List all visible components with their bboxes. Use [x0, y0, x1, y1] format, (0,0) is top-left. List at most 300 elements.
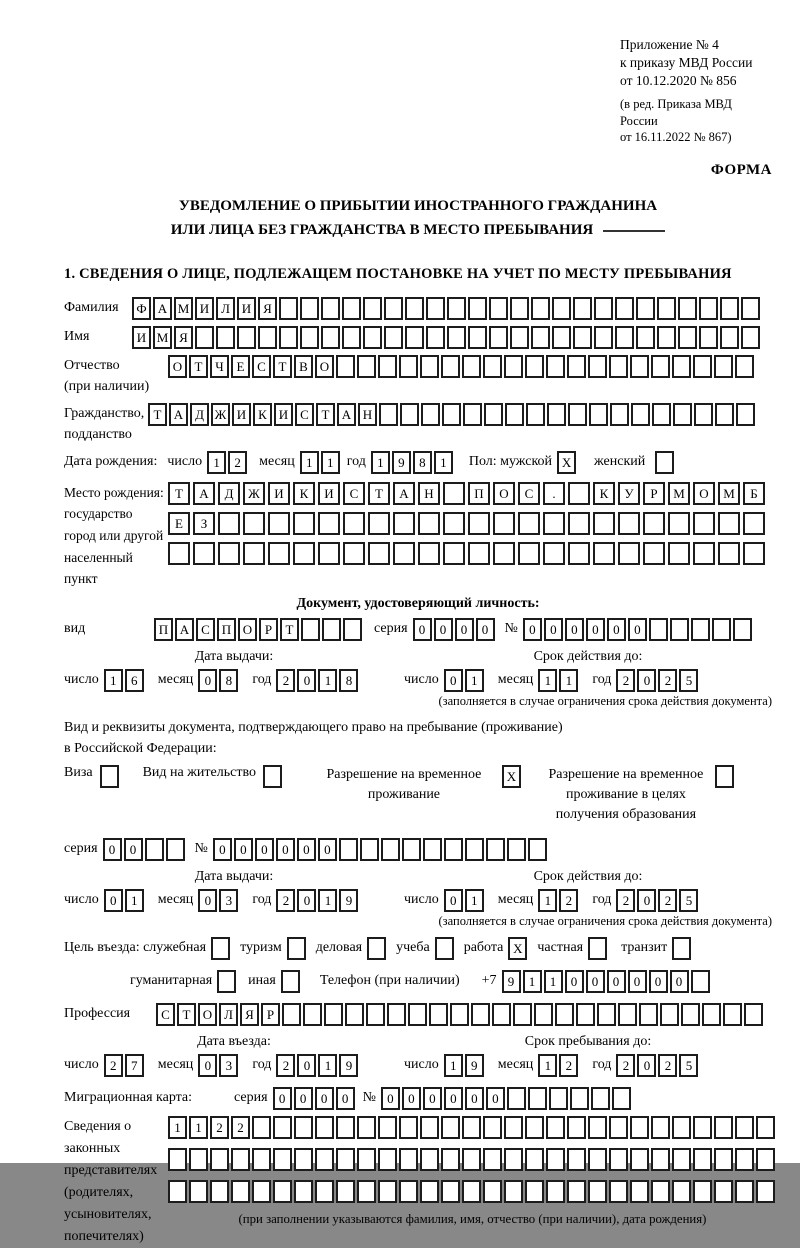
- char-cell[interactable]: 9: [392, 451, 411, 474]
- char-cell[interactable]: 0: [213, 838, 232, 861]
- char-cell[interactable]: П: [154, 618, 173, 641]
- char-cell[interactable]: [567, 1148, 586, 1171]
- char-cell[interactable]: [733, 618, 752, 641]
- char-cell[interactable]: [630, 1116, 649, 1139]
- char-cell[interactable]: [441, 1116, 460, 1139]
- char-cell[interactable]: [217, 970, 236, 993]
- citizenship-cells[interactable]: [148, 403, 757, 426]
- char-cell[interactable]: [279, 297, 298, 320]
- char-cell[interactable]: 3: [219, 1054, 238, 1077]
- char-cell[interactable]: Т: [177, 1003, 196, 1026]
- char-cell[interactable]: [657, 297, 676, 320]
- char-cell[interactable]: [568, 403, 587, 426]
- char-cell[interactable]: [651, 355, 670, 378]
- char-cell[interactable]: 8: [413, 451, 432, 474]
- char-cell[interactable]: [168, 1148, 187, 1171]
- char-cell[interactable]: [594, 297, 613, 320]
- char-cell[interactable]: [336, 1180, 355, 1203]
- char-cell[interactable]: 9: [339, 1054, 358, 1077]
- char-cell[interactable]: 0: [315, 1087, 334, 1110]
- char-cell[interactable]: [420, 1148, 439, 1171]
- char-cell[interactable]: [670, 618, 689, 641]
- char-cell[interactable]: [651, 1180, 670, 1203]
- char-cell[interactable]: 0: [276, 838, 295, 861]
- char-cell[interactable]: [531, 297, 550, 320]
- char-cell[interactable]: 2: [658, 889, 677, 912]
- char-cell[interactable]: [573, 326, 592, 349]
- char-cell[interactable]: 0: [273, 1087, 292, 1110]
- char-cell[interactable]: [743, 542, 765, 565]
- entry-month-cells[interactable]: [198, 1054, 240, 1077]
- char-cell[interactable]: [368, 512, 390, 535]
- char-cell[interactable]: [699, 297, 718, 320]
- char-cell[interactable]: [360, 838, 379, 861]
- char-cell[interactable]: К: [293, 482, 315, 505]
- char-cell[interactable]: [166, 838, 185, 861]
- char-cell[interactable]: М: [174, 297, 193, 320]
- char-cell[interactable]: [651, 1148, 670, 1171]
- char-cell[interactable]: 0: [628, 618, 647, 641]
- char-cell[interactable]: 2: [559, 1054, 578, 1077]
- char-cell[interactable]: [714, 1148, 733, 1171]
- char-cell[interactable]: [691, 970, 710, 993]
- char-cell[interactable]: [231, 1180, 250, 1203]
- char-cell[interactable]: [756, 1116, 775, 1139]
- char-cell[interactable]: 0: [413, 618, 432, 641]
- char-cell[interactable]: 5: [679, 889, 698, 912]
- char-cell[interactable]: Я: [258, 297, 277, 320]
- char-cell[interactable]: [693, 1148, 712, 1171]
- char-cell[interactable]: 0: [586, 618, 605, 641]
- char-cell[interactable]: [231, 1148, 250, 1171]
- char-cell[interactable]: [336, 1148, 355, 1171]
- char-cell[interactable]: [357, 1180, 376, 1203]
- char-cell[interactable]: [693, 355, 712, 378]
- permit-issue-month-cells[interactable]: [198, 889, 240, 912]
- char-cell[interactable]: 9: [502, 970, 521, 993]
- char-cell[interactable]: [636, 297, 655, 320]
- char-cell[interactable]: О: [693, 482, 715, 505]
- char-cell[interactable]: [570, 1087, 589, 1110]
- char-cell[interactable]: [510, 297, 529, 320]
- char-cell[interactable]: [699, 326, 718, 349]
- char-cell[interactable]: [643, 542, 665, 565]
- char-cell[interactable]: 2: [658, 1054, 677, 1077]
- char-cell[interactable]: Ф: [132, 297, 151, 320]
- char-cell[interactable]: [342, 297, 361, 320]
- char-cell[interactable]: 2: [276, 669, 295, 692]
- char-cell[interactable]: П: [217, 618, 236, 641]
- char-cell[interactable]: [655, 451, 674, 474]
- id-number-cells[interactable]: [523, 618, 754, 641]
- char-cell[interactable]: М: [718, 482, 740, 505]
- char-cell[interactable]: [363, 297, 382, 320]
- char-cell[interactable]: [744, 1003, 763, 1026]
- char-cell[interactable]: И: [132, 326, 151, 349]
- char-cell[interactable]: [546, 355, 565, 378]
- char-cell[interactable]: [507, 838, 526, 861]
- char-cell[interactable]: [324, 1003, 343, 1026]
- purpose-private-checkbox[interactable]: [588, 937, 609, 960]
- char-cell[interactable]: [400, 403, 419, 426]
- char-cell[interactable]: 0: [423, 1087, 442, 1110]
- char-cell[interactable]: Т: [168, 482, 190, 505]
- char-cell[interactable]: [441, 355, 460, 378]
- char-cell[interactable]: [672, 1116, 691, 1139]
- char-cell[interactable]: И: [195, 297, 214, 320]
- char-cell[interactable]: [258, 326, 277, 349]
- char-cell[interactable]: К: [593, 482, 615, 505]
- char-cell[interactable]: С: [196, 618, 215, 641]
- char-cell[interactable]: [720, 297, 739, 320]
- char-cell[interactable]: [444, 838, 463, 861]
- char-cell[interactable]: [525, 1116, 544, 1139]
- birth-day-cells[interactable]: [207, 451, 249, 474]
- char-cell[interactable]: Я: [174, 326, 193, 349]
- char-cell[interactable]: А: [175, 618, 194, 641]
- char-cell[interactable]: 2: [228, 451, 247, 474]
- char-cell[interactable]: 1: [444, 1054, 463, 1077]
- char-cell[interactable]: 0: [434, 618, 453, 641]
- char-cell[interactable]: [168, 542, 190, 565]
- char-cell[interactable]: [315, 1148, 334, 1171]
- char-cell[interactable]: X: [502, 765, 521, 788]
- char-cell[interactable]: [486, 838, 505, 861]
- char-cell[interactable]: Е: [231, 355, 250, 378]
- char-cell[interactable]: 0: [523, 618, 542, 641]
- char-cell[interactable]: [594, 326, 613, 349]
- temp-residence-checkbox[interactable]: [502, 765, 523, 788]
- char-cell[interactable]: 1: [207, 451, 226, 474]
- char-cell[interactable]: Т: [368, 482, 390, 505]
- char-cell[interactable]: 0: [294, 1087, 313, 1110]
- char-cell[interactable]: [443, 542, 465, 565]
- char-cell[interactable]: [612, 1087, 631, 1110]
- char-cell[interactable]: [492, 1003, 511, 1026]
- char-cell[interactable]: [597, 1003, 616, 1026]
- char-cell[interactable]: 0: [124, 838, 143, 861]
- char-cell[interactable]: 0: [607, 618, 626, 641]
- char-cell[interactable]: 0: [402, 1087, 421, 1110]
- char-cell[interactable]: [568, 482, 590, 505]
- char-cell[interactable]: П: [468, 482, 490, 505]
- char-cell[interactable]: [426, 326, 445, 349]
- char-cell[interactable]: [100, 765, 119, 788]
- char-cell[interactable]: [504, 1116, 523, 1139]
- permit-valid-day-cells[interactable]: [444, 889, 486, 912]
- char-cell[interactable]: 0: [198, 889, 217, 912]
- char-cell[interactable]: [318, 542, 340, 565]
- char-cell[interactable]: 0: [104, 889, 123, 912]
- char-cell[interactable]: [589, 403, 608, 426]
- char-cell[interactable]: [384, 297, 403, 320]
- char-cell[interactable]: М: [153, 326, 172, 349]
- purpose-work-checkbox[interactable]: [508, 937, 529, 960]
- char-cell[interactable]: [405, 326, 424, 349]
- char-cell[interactable]: О: [315, 355, 334, 378]
- char-cell[interactable]: 0: [297, 838, 316, 861]
- char-cell[interactable]: 2: [559, 889, 578, 912]
- id-valid-year-cells[interactable]: [616, 669, 700, 692]
- char-cell[interactable]: [678, 326, 697, 349]
- char-cell[interactable]: 0: [628, 970, 647, 993]
- char-cell[interactable]: [609, 355, 628, 378]
- stay-year-cells[interactable]: [616, 1054, 700, 1077]
- profession-cells[interactable]: [156, 1003, 765, 1026]
- surname-cells[interactable]: [132, 297, 762, 320]
- char-cell[interactable]: [420, 355, 439, 378]
- char-cell[interactable]: [378, 355, 397, 378]
- doc-type-cells[interactable]: [154, 618, 364, 641]
- char-cell[interactable]: О: [493, 482, 515, 505]
- permit-valid-year-cells[interactable]: [616, 889, 700, 912]
- char-cell[interactable]: [339, 838, 358, 861]
- char-cell[interactable]: [462, 1148, 481, 1171]
- char-cell[interactable]: [408, 1003, 427, 1026]
- char-cell[interactable]: 1: [371, 451, 390, 474]
- permit-series-cells[interactable]: [103, 838, 187, 861]
- char-cell[interactable]: [336, 355, 355, 378]
- char-cell[interactable]: З: [193, 512, 215, 535]
- char-cell[interactable]: О: [198, 1003, 217, 1026]
- char-cell[interactable]: Е: [168, 512, 190, 535]
- char-cell[interactable]: 5: [679, 669, 698, 692]
- char-cell[interactable]: [513, 1003, 532, 1026]
- char-cell[interactable]: [735, 1148, 754, 1171]
- char-cell[interactable]: [609, 1148, 628, 1171]
- char-cell[interactable]: [357, 1148, 376, 1171]
- char-cell[interactable]: 8: [219, 669, 238, 692]
- char-cell[interactable]: У: [618, 482, 640, 505]
- char-cell[interactable]: [735, 1116, 754, 1139]
- char-cell[interactable]: 0: [318, 838, 337, 861]
- temp-residence-edu-checkbox[interactable]: [715, 765, 736, 788]
- char-cell[interactable]: Д: [190, 403, 209, 426]
- char-cell[interactable]: 1: [318, 1054, 337, 1077]
- char-cell[interactable]: [735, 1180, 754, 1203]
- char-cell[interactable]: [471, 1003, 490, 1026]
- char-cell[interactable]: Л: [216, 297, 235, 320]
- char-cell[interactable]: Т: [273, 355, 292, 378]
- char-cell[interactable]: А: [393, 482, 415, 505]
- char-cell[interactable]: 0: [565, 970, 584, 993]
- char-cell[interactable]: 2: [616, 889, 635, 912]
- char-cell[interactable]: [268, 542, 290, 565]
- char-cell[interactable]: 7: [125, 1054, 144, 1077]
- char-cell[interactable]: [483, 355, 502, 378]
- char-cell[interactable]: 2: [210, 1116, 229, 1139]
- char-cell[interactable]: 0: [455, 618, 474, 641]
- char-cell[interactable]: 0: [544, 618, 563, 641]
- char-cell[interactable]: [252, 1116, 271, 1139]
- char-cell[interactable]: Р: [261, 1003, 280, 1026]
- char-cell[interactable]: [447, 297, 466, 320]
- char-cell[interactable]: [636, 326, 655, 349]
- char-cell[interactable]: [145, 838, 164, 861]
- patronymic-cells[interactable]: [168, 355, 756, 378]
- char-cell[interactable]: [630, 1148, 649, 1171]
- char-cell[interactable]: [294, 1180, 313, 1203]
- stay-day-cells[interactable]: [444, 1054, 486, 1077]
- char-cell[interactable]: Я: [240, 1003, 259, 1026]
- char-cell[interactable]: [649, 618, 668, 641]
- char-cell[interactable]: [273, 1180, 292, 1203]
- char-cell[interactable]: [518, 542, 540, 565]
- char-cell[interactable]: 2: [616, 669, 635, 692]
- char-cell[interactable]: [252, 1148, 271, 1171]
- id-issue-day-cells[interactable]: [104, 669, 146, 692]
- char-cell[interactable]: 0: [444, 1087, 463, 1110]
- char-cell[interactable]: [468, 297, 487, 320]
- char-cell[interactable]: [399, 1180, 418, 1203]
- permit-issue-year-cells[interactable]: [276, 889, 360, 912]
- char-cell[interactable]: И: [232, 403, 251, 426]
- char-cell[interactable]: [528, 1087, 547, 1110]
- char-cell[interactable]: 1: [434, 451, 453, 474]
- char-cell[interactable]: 1: [465, 669, 484, 692]
- char-cell[interactable]: [421, 403, 440, 426]
- char-cell[interactable]: 0: [336, 1087, 355, 1110]
- char-cell[interactable]: 1: [538, 669, 557, 692]
- id-series-cells[interactable]: [413, 618, 497, 641]
- char-cell[interactable]: [552, 326, 571, 349]
- char-cell[interactable]: И: [268, 482, 290, 505]
- char-cell[interactable]: [321, 297, 340, 320]
- char-cell[interactable]: Т: [280, 618, 299, 641]
- char-cell[interactable]: [756, 1148, 775, 1171]
- char-cell[interactable]: [423, 838, 442, 861]
- char-cell[interactable]: [673, 403, 692, 426]
- char-cell[interactable]: [301, 618, 320, 641]
- char-cell[interactable]: 0: [234, 838, 253, 861]
- char-cell[interactable]: [715, 765, 734, 788]
- char-cell[interactable]: 0: [649, 970, 668, 993]
- char-cell[interactable]: [743, 512, 765, 535]
- char-cell[interactable]: [393, 512, 415, 535]
- char-cell[interactable]: [493, 542, 515, 565]
- char-cell[interactable]: 0: [297, 889, 316, 912]
- char-cell[interactable]: 0: [670, 970, 689, 993]
- char-cell[interactable]: [588, 937, 607, 960]
- char-cell[interactable]: [525, 355, 544, 378]
- sex-female-checkbox[interactable]: [655, 451, 676, 474]
- entry-year-cells[interactable]: [276, 1054, 360, 1077]
- char-cell[interactable]: [405, 297, 424, 320]
- char-cell[interactable]: [345, 1003, 364, 1026]
- char-cell[interactable]: 0: [637, 669, 656, 692]
- char-cell[interactable]: [343, 542, 365, 565]
- char-cell[interactable]: О: [168, 355, 187, 378]
- char-cell[interactable]: 1: [559, 669, 578, 692]
- char-cell[interactable]: И: [274, 403, 293, 426]
- char-cell[interactable]: Б: [743, 482, 765, 505]
- char-cell[interactable]: 6: [125, 669, 144, 692]
- char-cell[interactable]: 0: [586, 970, 605, 993]
- sex-male-checkbox[interactable]: [557, 451, 578, 474]
- char-cell[interactable]: [588, 1148, 607, 1171]
- char-cell[interactable]: [618, 542, 640, 565]
- char-cell[interactable]: 0: [198, 669, 217, 692]
- id-issue-year-cells[interactable]: [276, 669, 360, 692]
- char-cell[interactable]: [714, 355, 733, 378]
- char-cell[interactable]: [378, 1148, 397, 1171]
- char-cell[interactable]: [210, 1148, 229, 1171]
- char-cell[interactable]: [660, 1003, 679, 1026]
- char-cell[interactable]: Н: [418, 482, 440, 505]
- char-cell[interactable]: [343, 512, 365, 535]
- char-cell[interactable]: [668, 512, 690, 535]
- char-cell[interactable]: [462, 355, 481, 378]
- char-cell[interactable]: [615, 297, 634, 320]
- char-cell[interactable]: [426, 297, 445, 320]
- char-cell[interactable]: [189, 1148, 208, 1171]
- birth-place-row2-cells[interactable]: [168, 512, 768, 535]
- char-cell[interactable]: [450, 1003, 469, 1026]
- char-cell[interactable]: [736, 403, 755, 426]
- char-cell[interactable]: 2: [658, 669, 677, 692]
- char-cell[interactable]: 1: [168, 1116, 187, 1139]
- permit-number-cells[interactable]: [213, 838, 549, 861]
- char-cell[interactable]: 0: [444, 669, 463, 692]
- char-cell[interactable]: [379, 403, 398, 426]
- char-cell[interactable]: [483, 1180, 502, 1203]
- char-cell[interactable]: [609, 1116, 628, 1139]
- char-cell[interactable]: [489, 326, 508, 349]
- char-cell[interactable]: 2: [276, 889, 295, 912]
- char-cell[interactable]: [681, 1003, 700, 1026]
- char-cell[interactable]: [189, 1180, 208, 1203]
- char-cell[interactable]: [465, 838, 484, 861]
- char-cell[interactable]: [714, 1116, 733, 1139]
- char-cell[interactable]: [381, 838, 400, 861]
- char-cell[interactable]: [567, 1116, 586, 1139]
- char-cell[interactable]: [593, 542, 615, 565]
- char-cell[interactable]: К: [253, 403, 272, 426]
- char-cell[interactable]: [303, 1003, 322, 1026]
- char-cell[interactable]: [279, 326, 298, 349]
- char-cell[interactable]: 1: [544, 970, 563, 993]
- char-cell[interactable]: [546, 1180, 565, 1203]
- birth-month-cells[interactable]: [300, 451, 342, 474]
- char-cell[interactable]: [420, 1180, 439, 1203]
- char-cell[interactable]: 2: [276, 1054, 295, 1077]
- char-cell[interactable]: [652, 403, 671, 426]
- char-cell[interactable]: [672, 1148, 691, 1171]
- migration-series-cells[interactable]: [273, 1087, 357, 1110]
- char-cell[interactable]: X: [508, 937, 527, 960]
- char-cell[interactable]: [378, 1180, 397, 1203]
- legal-rep-row3-cells[interactable]: [168, 1180, 777, 1203]
- char-cell[interactable]: [552, 297, 571, 320]
- char-cell[interactable]: [672, 355, 691, 378]
- char-cell[interactable]: [610, 403, 629, 426]
- char-cell[interactable]: [543, 542, 565, 565]
- char-cell[interactable]: [630, 1180, 649, 1203]
- char-cell[interactable]: [368, 542, 390, 565]
- char-cell[interactable]: [293, 512, 315, 535]
- residence-permit-checkbox[interactable]: [263, 765, 284, 788]
- char-cell[interactable]: [546, 1116, 565, 1139]
- char-cell[interactable]: [441, 1180, 460, 1203]
- birth-year-cells[interactable]: [371, 451, 455, 474]
- char-cell[interactable]: [282, 1003, 301, 1026]
- char-cell[interactable]: 1: [189, 1116, 208, 1139]
- purpose-business-checkbox[interactable]: [367, 937, 388, 960]
- char-cell[interactable]: [714, 1180, 733, 1203]
- char-cell[interactable]: 8: [339, 669, 358, 692]
- char-cell[interactable]: [218, 542, 240, 565]
- char-cell[interactable]: [315, 1180, 334, 1203]
